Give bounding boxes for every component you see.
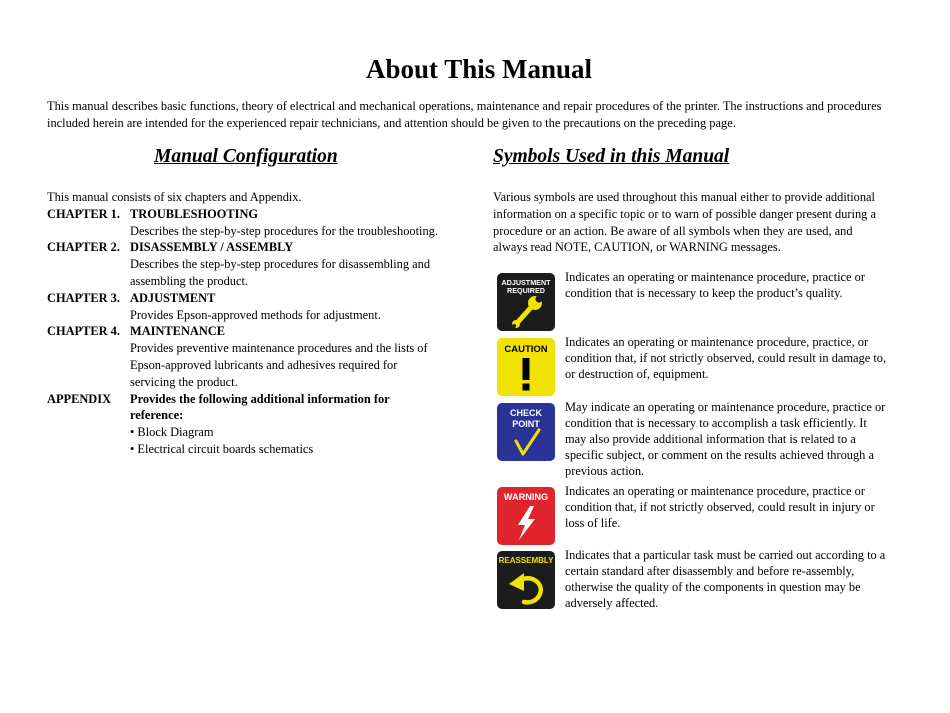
chapter-description-line: servicing the product. (130, 374, 238, 389)
chapter-number: CHAPTER 4. (47, 324, 120, 339)
reassembly-description (565, 548, 910, 612)
badge-label: WARNING (503, 492, 549, 502)
check-point-description (565, 400, 910, 480)
symbols-heading: Symbols Used in this Manual (493, 146, 730, 167)
reassembly-badge (497, 551, 555, 609)
chapter-1-row (47, 206, 467, 223)
chapter-description-line: Describes the step-by-step procedures for disassembling and (130, 257, 431, 272)
chapter-description-line: Describes the step-by-step procedures for the troubleshooting. (130, 223, 438, 238)
chapter-title: ADJUSTMENT (130, 290, 216, 305)
description-line: May indicate an operating or maintenance procedure, practice or (565, 400, 886, 414)
description-line: condition that, if not strictly observed, could result in damage to, (565, 350, 887, 365)
chapter-3-row (47, 290, 467, 307)
badge-label: POINT (512, 419, 540, 429)
adjustment-required-description (565, 270, 910, 302)
badge-label: CHECK (509, 408, 543, 418)
description-line: Indicates an operating or maintenance procedure, practice, or (565, 335, 869, 349)
chapter-number: CHAPTER 3. (47, 290, 120, 305)
exclamation-icon (523, 358, 530, 391)
symbols-lead (493, 189, 911, 256)
symbols-lead-line: information on a specific topic or to warn of possible danger present during a (493, 206, 876, 221)
description-line: specific subject, or comment on the results achieved through a (565, 447, 874, 462)
symbols-lead-line: Various symbols are used throughout this manual either to provide additional (493, 190, 875, 204)
return-arrow-icon (509, 573, 541, 602)
description-line: adversely affected. (565, 595, 659, 610)
chapter-description-line: Provides Epson-approved methods for adjustment. (130, 307, 381, 322)
page-title: About This Manual (365, 54, 593, 84)
badge-label: REASSEMBLY (498, 556, 554, 565)
appendix-title: Provides the following additional information for (130, 391, 390, 406)
chapter-description-line: Epson-approved lubricants and adhesives required for (130, 357, 398, 372)
symbols-lead-line: procedure or an action. Be aware of all symbols when they are used, and (493, 223, 853, 238)
description-line: may also provide additional information that is related to a (565, 431, 856, 446)
chapter-description-line: Provides preventive maintenance procedures and the lists of (130, 341, 428, 356)
appendix-title-line: reference: (130, 408, 184, 423)
manual-configuration-heading: Manual Configuration (154, 146, 338, 167)
chapter-number: CHAPTER 1. (47, 206, 120, 221)
badge-label: REQUIRED (507, 286, 545, 295)
check-point-badge (497, 403, 555, 461)
intro-paragraph: This manual describes basic functions, theory of electrical and mechanical operations, maintenance and repair procedures of the printer. The instructions and procedures included herein are intended for the experienced repair technicians, and attention should be given to the precautions on the preceding page. (47, 99, 882, 130)
lightning-icon (518, 506, 535, 540)
wrench-icon (512, 295, 543, 328)
manual-configuration-section (47, 189, 467, 458)
appendix-label: APPENDIX (47, 391, 112, 406)
checkmark-icon (516, 430, 539, 454)
appendix-row (47, 391, 467, 408)
description-line: condition that, if not strictly observed, could result in injury or (565, 499, 875, 514)
description-line: Indicates an operating or maintenance procedure, practice or (565, 484, 865, 498)
chapter-title: DISASSEMBLY / ASSEMBLY (130, 240, 294, 255)
chapter-description-line: assembling the product. (130, 273, 249, 288)
chapter-4-row (47, 323, 467, 340)
caution-description (565, 335, 910, 383)
symbols-lead-line: always read NOTE, CAUTION, or WARNING messages. (493, 240, 781, 255)
caution-badge (497, 338, 555, 396)
description-line: or destruction of, equipment. (565, 366, 709, 381)
badge-label: CAUTION (504, 344, 548, 355)
description-line: certain standard after disassembly and before re-assembly, (565, 563, 855, 578)
configuration-lead: This manual consists of six chapters and Appendix. (47, 190, 302, 204)
warning-badge (497, 487, 555, 545)
chapter-title: TROUBLESHOOTING (130, 206, 259, 221)
warning-description (565, 484, 910, 532)
badge-label: ADJUSTMENT (501, 278, 551, 287)
description-line: Indicates an operating or maintenance procedure, practice or (565, 270, 865, 284)
appendix-item: • Block Diagram (130, 425, 214, 440)
adjustment-required-badge (497, 273, 555, 331)
description-line: loss of life. (565, 515, 621, 530)
description-line: otherwise the quality of the components in question may be (565, 579, 861, 594)
appendix-item: • Electrical circuit boards schematics (130, 441, 314, 456)
chapter-title: MAINTENANCE (130, 324, 225, 339)
description-line: Indicates that a particular task must be carried out according to a (565, 548, 886, 562)
description-line: condition that is necessary to keep the product’s quality. (565, 285, 843, 300)
chapter-2-row (47, 239, 467, 256)
description-line: previous action. (565, 463, 645, 478)
chapter-number: CHAPTER 2. (47, 240, 120, 255)
description-line: condition that is necessary to accomplish a task efficiently. It (565, 415, 867, 430)
